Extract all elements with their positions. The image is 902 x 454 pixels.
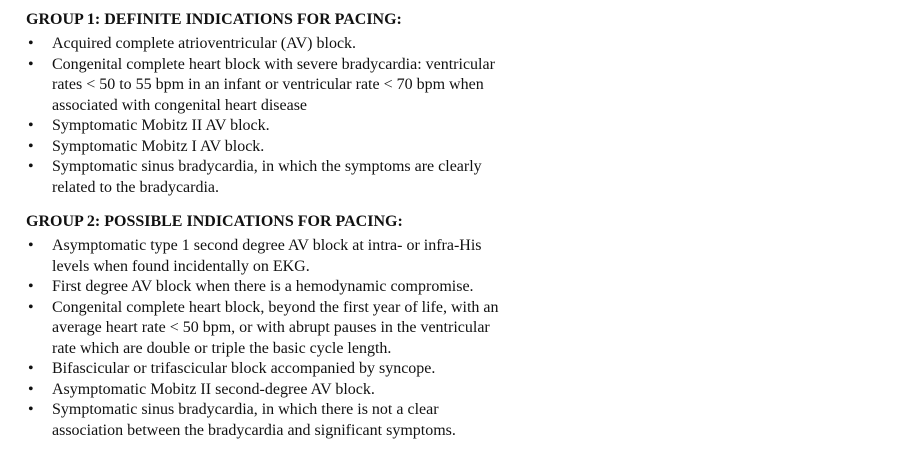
item-text-line: Symptomatic sinus bradycardia, in which the symptoms are clearly [52,158,482,175]
list-item [26,34,546,55]
item-text-line: levels when found incidentally on EKG. [52,257,310,275]
item-text-line: Symptomatic sinus bradycardia, in which there is not a clear [52,401,439,418]
item-text-line: related to the bradycardia. [52,178,220,196]
list-item [26,380,546,401]
list-item [26,236,546,277]
bullet: • [28,117,34,134]
bullet: • [28,360,34,377]
bullet: • [28,158,34,175]
group-2-heading: GROUP 2: POSSIBLE INDICATIONS FOR PACING: [26,213,403,230]
list-item [26,359,546,380]
bullet: • [28,278,34,295]
item-text-line: Symptomatic Mobitz I AV block. [52,137,265,155]
group-2-list [26,236,546,441]
group-1-heading: GROUP 1: DEFINITE INDICATIONS FOR PACING: [26,11,402,28]
group-1-definite-indications [26,10,546,198]
item-text-line: Symptomatic Mobitz II AV block. [52,117,270,134]
bullet: • [28,237,34,254]
item-text-line: Asymptomatic type 1 second degree AV block at intra- or infra-His [52,237,482,254]
bullet: • [28,298,34,316]
pacing-indications-document [26,10,546,441]
item-text-line: Asymptomatic Mobitz II second-degree AV block. [52,380,375,398]
item-text-line: associated with congenital heart disease [52,96,308,114]
group-2-possible-indications [26,212,546,441]
list-item [26,55,546,117]
item-text-line: Acquired complete atrioventricular (AV) block. [52,35,357,52]
item-text-line: rate which are double or triple the basic cycle length. [52,339,392,357]
list-item [26,400,546,441]
bullet: • [28,55,34,73]
item-text-line: rates < 50 to 55 bpm in an infant or ventricular rate < 70 bpm when [52,76,484,93]
item-text-line: average heart rate < 50 bpm, or with abrupt pauses in the ventricular [52,319,490,336]
bullet: • [28,401,34,418]
list-item [26,298,546,360]
item-text-line: First degree AV block when there is a hemodynamic compromise. [52,278,474,295]
item-text-line: Congenital complete heart block with severe bradycardia: ventricular [52,55,495,73]
bullet: • [28,380,34,398]
list-item [26,116,546,137]
item-text-line: Congenital complete heart block, beyond the first year of life, with an [52,298,499,316]
bullet: • [28,137,34,155]
list-item [26,137,546,158]
bullet: • [28,35,34,52]
list-item [26,157,546,198]
item-text-line: Bifascicular or trifascicular block accompanied by syncope. [52,360,436,377]
group-1-list [26,34,546,198]
list-item [26,277,546,298]
item-text-line: association between the bradycardia and significant symptoms. [52,421,456,439]
